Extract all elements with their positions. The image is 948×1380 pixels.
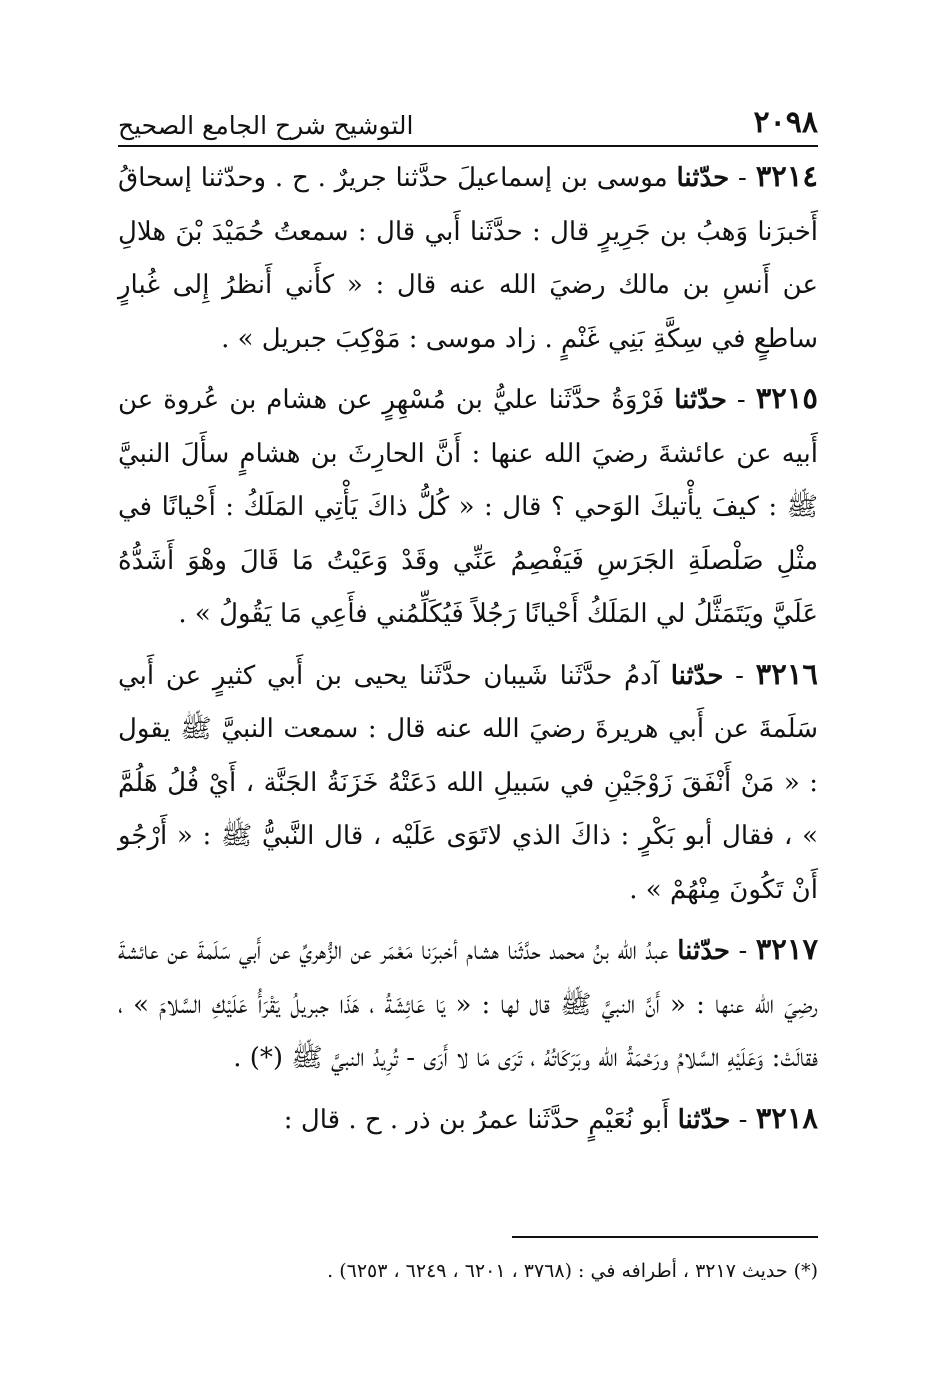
page-body [118, 150, 818, 1153]
footnote: (*) حديث ٣٢١٧ ، أطرافه في : (٣٧٦٨ ، ٦٢٠١ ، ٦٢٤٩ ، ٦٢٥٣) . [327, 1260, 818, 1282]
hadith-opening: حدّثنا [677, 936, 730, 966]
hadith-opening: حدّثنا [676, 163, 730, 193]
hadith-text: أَبو نُعَيْمٍ حدَّثَنا عمرُ بن ذر . ح . قال : [283, 1104, 670, 1135]
hadith-number: ٣٢١٥ [755, 381, 818, 415]
hadith-paragraph: ٣٢١٨ - حدّثنا أَبو نُعَيْمٍ حدَّثَنا عمرُ بن ذر . ح . قال : [283, 1100, 818, 1135]
page-header [118, 88, 818, 140]
hadith-opening: حدّثنا [677, 1104, 731, 1135]
hadith-text: فَرْوَةُ حدَّثَنا عليُّ بن مُسْهِرٍ عن هشام بن عُروة عن أَبيه عن عائشةَ رضيَ الله عنها : أَنَّ الحارِثَ بن هشامٍ سأَلَ النبيَّ ﷺ : كيفَ يأْتيكَ الوَحي ؟ قال : « كُلُّ ذاكَ يَأْتِي المَلَكُ : أَحْيانًا في مثْلِ صَلْصلَةِ الجَرَسِ فَيَفْصِمُ عَنِّي وقَدْ وَعَيْتُ مَا قَالَ وهْوَ أَشَدُّهُ عَلَيَّ ويَتَمَثَّلُ لي المَلَكُ أَحْيانًا رَجُلاً فَيُكَلِّمُني فأَعِي مَا يَقُولُ » . [118, 385, 818, 629]
header-rule [118, 145, 818, 147]
hadith-opening: حدّثنا [670, 660, 724, 691]
hadith-paragraph: ٣٢١٦ - حدّثنا آدمُ حدَّثَنا شَيبان حدَّثَنا يحيى بن أَبي كثيرٍ عن أَبي سَلَمةَ عن أَبي هريرةَ رضيَ الله عنه قال : سمعت النبيَّ ﷺ يقول : « مَنْ أَنْفَقَ زَوْجَيْنِ في سَبيلِ الله دَعَتْهُ خَزَنَةُ الجَنَّة ، أَيْ فُلُ هَلُمَّ » ، فقال أبو بَكْرٍ : ذاكَ الذي لاتَوَى عَلَيْه ، قال النَّبيُّ ﷺ : « أَرْجُو أَنْ تَكُونَ مِنْهُمْ » . [118, 656, 818, 905]
hadith-number: ٣٢١٨ [755, 1100, 818, 1135]
hadith-paragraph: ٣٢١٥ - حدّثنا فَرْوَةُ حدَّثَنا عليُّ بن مُسْهِرٍ عن هشام بن عُروة عن أَبيه عن عائشةَ رضيَ الله عنها : أَنَّ الحارِثَ بن هشامٍ سأَلَ النبيَّ ﷺ : كيفَ يأْتيكَ الوَحي ؟ قال : « كُلُّ ذاكَ يَأْتِي المَلَكُ : أَحْيانًا في مثْلِ صَلْصلَةِ الجَرَسِ فَيَفْصِمُ عَنِّي وقَدْ وَعَيْتُ مَا قَالَ وهْوَ أَشَدُّهُ عَلَيَّ ويَتَمَثَّلُ لي المَلَكُ أَحْيانًا رَجُلاً فَيُكَلِّمُني فأَعِي مَا يَقُولُ » . [118, 381, 818, 629]
hadith-opening: حدّثنا [674, 385, 727, 415]
hadith-text: عبدُ الله بنُ محمد حدَّثَنا هشام أخبرَنا مَعْمَر عن الزُّهريِّ عن أَبي سَلَمةَ عن عائشةَ رضِيَ الله عنها : « أَنَّ النبيَّ ﷺ قال لها : « يَا عَائِشَةُ ، هَذَا جبريلُ يَقْرَأُ عَلَيْكِ السَّلامَ » ، فقالَتْ: وَعَلَيْهِ السَّلامُ ورَحْمَةُ الله وبَرَكَاتُهُ ، تَرَى مَا لا أَرَى - تُرِيدُ النبيَّ ﷺ (*) . [118, 936, 818, 1073]
hadith-number: ٣٢١٦ [755, 656, 818, 691]
page-number: ٢٠٩٨ [753, 105, 818, 140]
hadith-number: ٣٢١٧ [755, 932, 819, 966]
hadith-number: ٣٢١٤ [755, 159, 818, 193]
footnote-rule [512, 1236, 818, 1238]
hadith-text: آدمُ حدَّثَنا شَيبان حدَّثَنا يحيى بن أَبي كثيرٍ عن أَبي سَلَمةَ عن أَبي هريرةَ رضيَ الله عنه قال : سمعت النبيَّ ﷺ يقول : « مَنْ أَنْفَقَ زَوْجَيْنِ في سَبيلِ الله دَعَتْهُ خَزَنَةُ الجَنَّة ، أَيْ فُلُ هَلُمَّ » ، فقال أبو بَكْرٍ : ذاكَ الذي لاتَوَى عَلَيْه ، قال النَّبيُّ ﷺ : « أَرْجُو أَنْ تَكُونَ مِنْهُمْ » . [118, 660, 818, 905]
hadith-paragraph: ٣٢١٧ - حدّثنا عبدُ الله بنُ محمد حدَّثَنا هشام أخبرَنا مَعْمَر عن الزُّهريِّ عن أَبي سَلَمةَ عن عائشةَ رضِيَ الله عنها : « أَنَّ النبيَّ ﷺ قال لها : « يَا عَائِشَةُ ، هَذَا جبريلُ يَقْرَأُ عَلَيْكِ السَّلامَ » ، فقالَتْ: وَعَلَيْهِ السَّلامُ ورَحْمَةُ الله وبَرَكَاتُهُ ، تَرَى مَا لا أَرَى - تُرِيدُ النبيَّ ﷺ (*) . [118, 932, 819, 1073]
hadith-paragraph: ٣٢١٤ - حدّثنا موسى بن إسماعيلَ حدَّثنا جريرٌ . ح . وحدّثنا إسحاقُ أَخبرَنا وَهبُ بن جَرِيرٍ قال : حدَّثَنا أَبي قال : سمعتُ حُمَيْدَ بْنَ هلالِ عن أَنسِ بن مالك رضيَ الله عنه قال : « كأَني أَنظرُ إِلى غُبارٍ ساطعٍ في سِكَّةِ بَنِي غَنْمٍ . زاد موسى : مَوْكِبَ جبريل » . [118, 159, 818, 354]
hadith-text: موسى بن إسماعيلَ حدَّثنا جريرٌ . ح . وحدّثنا إسحاقُ أَخبرَنا وَهبُ بن جَرِيرٍ قال : حدَّثَنا أَبي قال : سمعتُ حُمَيْدَ بْنَ هلالِ عن أَنسِ بن مالك رضيَ الله عنه قال : « كأَني أَنظرُ إِلى غُبارٍ ساطعٍ في سِكَّةِ بَنِي غَنْمٍ . زاد موسى : مَوْكِبَ جبريل » . [118, 163, 818, 354]
running-title: التوشيح شرح الجامع الصحيح [118, 111, 414, 140]
